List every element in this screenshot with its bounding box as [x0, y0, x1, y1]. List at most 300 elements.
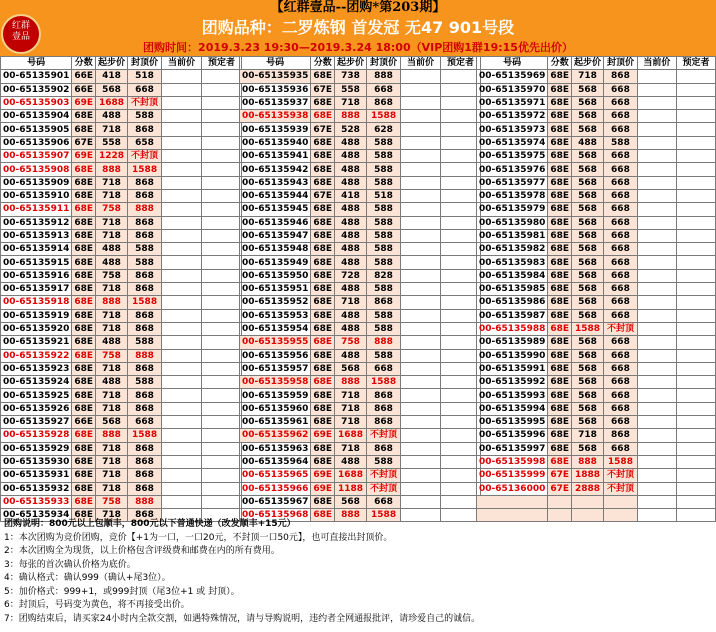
cell-number: 00-65135913: [1, 229, 72, 242]
cell-bidder[interactable]: [441, 362, 481, 375]
cell-bidder[interactable]: [676, 136, 715, 149]
cell-number: 00-65135939: [240, 123, 311, 136]
cell-number: 00-65135973: [477, 123, 548, 136]
cell-bidder[interactable]: [676, 176, 715, 189]
cell-current-price[interactable]: [637, 376, 676, 389]
cell-start-price: 488: [335, 216, 367, 229]
cell-score: 67E: [311, 189, 335, 202]
cell-start-price: 718: [96, 216, 128, 229]
cell-current-price[interactable]: [637, 402, 676, 415]
cell-current-price[interactable]: [637, 189, 676, 202]
cell-current-price[interactable]: [637, 229, 676, 242]
cell-bidder[interactable]: [202, 150, 242, 163]
cell-current-price[interactable]: [162, 243, 202, 256]
cell-current-price[interactable]: [401, 376, 441, 389]
cell-number: 00-65135969: [477, 70, 548, 83]
cell-current-price[interactable]: [401, 349, 441, 362]
cell-bidder[interactable]: [441, 96, 481, 109]
cell-current-price[interactable]: [637, 389, 676, 402]
cell-bidder[interactable]: [202, 416, 242, 429]
cell-score: 68E: [311, 216, 335, 229]
cell-bidder[interactable]: [676, 416, 715, 429]
cell-cap-price: 668: [367, 495, 401, 508]
cell-bidder[interactable]: [202, 163, 242, 176]
table-row: [1, 322, 242, 335]
cell-current-price[interactable]: [637, 416, 676, 429]
cell-current-price[interactable]: [162, 336, 202, 349]
cell-bidder[interactable]: [441, 495, 481, 508]
cell-current-price[interactable]: [637, 83, 676, 96]
cell-cap-price: 1588: [128, 429, 162, 442]
cell-number: 00-65135942: [240, 163, 311, 176]
cell-current-price[interactable]: [162, 402, 202, 415]
cell-bidder[interactable]: [676, 309, 715, 322]
cell-current-price[interactable]: [637, 243, 676, 256]
cell-bidder[interactable]: [441, 176, 481, 189]
cell-number: 00-65135911: [1, 203, 72, 216]
cell-cap-price: 668: [367, 362, 401, 375]
cell-bidder[interactable]: [441, 349, 481, 362]
cell-bidder[interactable]: [202, 389, 242, 402]
cell-bidder[interactable]: [202, 176, 242, 189]
cell-score: 68E: [72, 442, 96, 455]
cell-bidder[interactable]: [202, 189, 242, 202]
cell-bidder[interactable]: [676, 389, 715, 402]
cell-current-price[interactable]: [637, 349, 676, 362]
cell-bidder[interactable]: [676, 322, 715, 335]
cell-start-price: 718: [96, 509, 128, 522]
table-row: [477, 96, 716, 109]
cell-current-price[interactable]: [637, 110, 676, 123]
cell-current-price[interactable]: [401, 362, 441, 375]
cell-current-price[interactable]: [637, 96, 676, 109]
cell-start-price: 718: [96, 482, 128, 495]
cell-current-price[interactable]: [162, 469, 202, 482]
table-row: [240, 495, 481, 508]
cell-current-price[interactable]: [401, 123, 441, 136]
cell-bidder[interactable]: [676, 123, 715, 136]
cell-current-price[interactable]: [637, 455, 676, 468]
cell-score: 68E: [548, 96, 572, 109]
cell-bidder[interactable]: [202, 216, 242, 229]
cell-score: 68E: [72, 216, 96, 229]
table-row: [1, 283, 242, 296]
table-row: [1, 469, 242, 482]
cell-current-price[interactable]: [637, 70, 676, 83]
cell-start-price: 568: [572, 189, 604, 202]
cell-current-price[interactable]: [162, 229, 202, 242]
cell-bidder[interactable]: [676, 376, 715, 389]
cell-current-price[interactable]: [637, 495, 676, 508]
cell-current-price[interactable]: [162, 123, 202, 136]
cell-start-price: 718: [96, 402, 128, 415]
cell-score: 68E: [548, 216, 572, 229]
cell-number: 00-65135986: [477, 296, 548, 309]
cell-bidder[interactable]: [441, 203, 481, 216]
cell-current-price[interactable]: [162, 322, 202, 335]
cell-current-price[interactable]: [401, 189, 441, 202]
cell-score: 68E: [548, 176, 572, 189]
cell-bidder[interactable]: [202, 110, 242, 123]
cell-bidder[interactable]: [202, 442, 242, 455]
cell-bidder[interactable]: [676, 362, 715, 375]
cell-current-price[interactable]: [162, 110, 202, 123]
cell-current-price[interactable]: [637, 123, 676, 136]
table-row: [240, 269, 481, 282]
cell-number: 00-65135984: [477, 269, 548, 282]
cell-bidder[interactable]: [441, 482, 481, 495]
cell-cap-price: 868: [128, 176, 162, 189]
table-row: [1, 110, 242, 123]
cell-bidder[interactable]: [676, 243, 715, 256]
cell-cap-price: 588: [367, 216, 401, 229]
cell-current-price[interactable]: [162, 176, 202, 189]
cell-bidder[interactable]: [441, 243, 481, 256]
cell-bidder[interactable]: [676, 189, 715, 202]
cell-cap-price: 588: [367, 309, 401, 322]
cell-bidder[interactable]: [676, 70, 715, 83]
cell-current-price[interactable]: [401, 83, 441, 96]
cell-current-price[interactable]: [401, 269, 441, 282]
cell-current-price[interactable]: [401, 495, 441, 508]
cell-current-price[interactable]: [162, 442, 202, 455]
cell-current-price[interactable]: [162, 189, 202, 202]
cell-bidder[interactable]: [441, 70, 481, 83]
cell-bidder[interactable]: [441, 402, 481, 415]
cell-bidder[interactable]: [441, 83, 481, 96]
cell-bidder[interactable]: [202, 455, 242, 468]
cell-current-price[interactable]: [401, 309, 441, 322]
cell-bidder[interactable]: [202, 123, 242, 136]
cell-current-price[interactable]: [401, 442, 441, 455]
cell-bidder[interactable]: [202, 96, 242, 109]
table-row: [1, 482, 242, 495]
cell-bidder[interactable]: [202, 336, 242, 349]
table-row: [240, 283, 481, 296]
cell-current-price[interactable]: [637, 203, 676, 216]
cell-start-price: 488: [335, 229, 367, 242]
cell-bidder[interactable]: [676, 469, 715, 482]
cell-number: 00-65135940: [240, 136, 311, 149]
cell-current-price[interactable]: [401, 163, 441, 176]
cell-current-price[interactable]: [637, 442, 676, 455]
cell-bidder[interactable]: [676, 216, 715, 229]
cell-current-price[interactable]: [401, 482, 441, 495]
cell-cap-price: 1588: [367, 509, 401, 522]
cell-cap-price: 588: [367, 256, 401, 269]
cell-bidder[interactable]: [441, 216, 481, 229]
cell-current-price[interactable]: [637, 322, 676, 335]
cell-current-price[interactable]: [401, 150, 441, 163]
cell-bidder[interactable]: [202, 495, 242, 508]
cell-score: 68E: [311, 336, 335, 349]
cell-current-price[interactable]: [401, 110, 441, 123]
cell-start-price: 488: [96, 243, 128, 256]
cell-current-price[interactable]: [162, 376, 202, 389]
cell-number: 00-65135924: [1, 376, 72, 389]
cell-current-price[interactable]: [401, 96, 441, 109]
cell-bidder[interactable]: [676, 96, 715, 109]
table-row: [1, 455, 242, 468]
cell-score: 68E: [548, 429, 572, 442]
cell-current-price[interactable]: [162, 150, 202, 163]
cell-bidder[interactable]: [441, 336, 481, 349]
cell-bidder[interactable]: [676, 269, 715, 282]
cell-current-price[interactable]: [637, 150, 676, 163]
cell-current-price[interactable]: [401, 322, 441, 335]
cell-bidder[interactable]: [676, 336, 715, 349]
cell-current-price[interactable]: [162, 296, 202, 309]
cell-score: 67E: [548, 469, 572, 482]
cell-bidder[interactable]: [676, 150, 715, 163]
cell-current-price[interactable]: [637, 309, 676, 322]
table-row: [240, 349, 481, 362]
cell-start-price: 718: [335, 296, 367, 309]
cell-start-price: 718: [572, 70, 604, 83]
cell-bidder[interactable]: [202, 376, 242, 389]
cell-start-price: 568: [572, 389, 604, 402]
cell-bidder[interactable]: [441, 283, 481, 296]
cell-bidder[interactable]: [202, 309, 242, 322]
cell-current-price[interactable]: [637, 176, 676, 189]
cell-current-price[interactable]: [401, 402, 441, 415]
cell-current-price[interactable]: [401, 136, 441, 149]
cell-current-price[interactable]: [637, 216, 676, 229]
cell-current-price[interactable]: [401, 389, 441, 402]
cell-bidder[interactable]: [441, 110, 481, 123]
cell-current-price[interactable]: [162, 416, 202, 429]
cell-bidder[interactable]: [441, 123, 481, 136]
cell-bidder[interactable]: [202, 203, 242, 216]
cell-bidder[interactable]: [202, 322, 242, 335]
cell-bidder[interactable]: [202, 256, 242, 269]
cell-score: 68E: [548, 336, 572, 349]
cell-number: 00-65135991: [477, 362, 548, 375]
cell-bidder[interactable]: [202, 429, 242, 442]
cell-current-price[interactable]: [401, 243, 441, 256]
cell-current-price[interactable]: [401, 455, 441, 468]
table-header-row: [477, 57, 716, 70]
cell-bidder[interactable]: [441, 150, 481, 163]
cell-number: 00-65135937: [240, 96, 311, 109]
cell-bidder[interactable]: [441, 429, 481, 442]
cell-bidder[interactable]: [441, 455, 481, 468]
table-row: [240, 123, 481, 136]
cell-score: 68E: [311, 176, 335, 189]
cell-cap-price: 588: [367, 322, 401, 335]
cell-current-price[interactable]: [162, 163, 202, 176]
cell-bidder[interactable]: [441, 309, 481, 322]
cell-current-price[interactable]: [637, 283, 676, 296]
cell-number: 00-65135954: [240, 322, 311, 335]
cell-bidder[interactable]: [676, 495, 715, 508]
cell-current-price[interactable]: [637, 136, 676, 149]
cell-current-price[interactable]: [637, 296, 676, 309]
cell-number: 00-65135909: [1, 176, 72, 189]
cell-current-price[interactable]: [162, 362, 202, 375]
table-row: [240, 203, 481, 216]
cell-cap-price: 588: [367, 243, 401, 256]
cell-current-price[interactable]: [162, 455, 202, 468]
cell-bidder[interactable]: [441, 229, 481, 242]
cell-current-price[interactable]: [401, 429, 441, 442]
cell-bidder[interactable]: [202, 402, 242, 415]
cell-cap-price: 588: [128, 110, 162, 123]
cell-score: 66E: [72, 83, 96, 96]
cell-cap-price: 868: [128, 189, 162, 202]
cell-bidder[interactable]: [202, 296, 242, 309]
table-row: [477, 176, 716, 189]
cell-bidder[interactable]: [202, 70, 242, 83]
cell-current-price[interactable]: [637, 469, 676, 482]
cell-current-price[interactable]: [637, 482, 676, 495]
cell-bidder[interactable]: [202, 349, 242, 362]
cell-start-price: 718: [96, 362, 128, 375]
cell-current-price[interactable]: [401, 256, 441, 269]
cell-score: 68E: [311, 349, 335, 362]
cell-bidder[interactable]: [202, 283, 242, 296]
cell-number: 00-65135923: [1, 362, 72, 375]
cell-bidder[interactable]: [676, 402, 715, 415]
cell-current-price[interactable]: [401, 216, 441, 229]
cell-current-price[interactable]: [162, 136, 202, 149]
cell-number: 00-65135981: [477, 229, 548, 242]
cell-current-price[interactable]: [162, 309, 202, 322]
cell-current-price[interactable]: [401, 70, 441, 83]
cell-bidder[interactable]: [202, 243, 242, 256]
cell-bidder[interactable]: [441, 296, 481, 309]
cell-current-price[interactable]: [637, 256, 676, 269]
cell-current-price[interactable]: [162, 96, 202, 109]
cell-start-price: 488: [335, 309, 367, 322]
cell-current-price[interactable]: [162, 216, 202, 229]
cell-current-price[interactable]: [162, 256, 202, 269]
cell-current-price[interactable]: [162, 70, 202, 83]
cell-score: 68E: [72, 402, 96, 415]
cell-bidder[interactable]: [441, 416, 481, 429]
column-header-start-price: 起步价: [572, 57, 604, 70]
cell-bidder[interactable]: [676, 110, 715, 123]
cell-current-price[interactable]: [637, 336, 676, 349]
cell-bidder[interactable]: [676, 296, 715, 309]
cell-bidder[interactable]: [676, 442, 715, 455]
cell-bidder[interactable]: [676, 482, 715, 495]
cell-current-price[interactable]: [401, 336, 441, 349]
cell-number: 00-65135994: [477, 402, 548, 415]
cell-bidder[interactable]: [441, 469, 481, 482]
cell-bidder[interactable]: [441, 256, 481, 269]
cell-start-price: 758: [96, 269, 128, 282]
cell-bidder[interactable]: [676, 83, 715, 96]
cell-score: 68E: [548, 83, 572, 96]
cell-bidder[interactable]: [676, 429, 715, 442]
cell-current-price[interactable]: [637, 163, 676, 176]
cell-bidder[interactable]: [202, 362, 242, 375]
cell-start-price: 568: [572, 163, 604, 176]
cell-bidder[interactable]: [441, 389, 481, 402]
cell-bidder[interactable]: [676, 349, 715, 362]
cell-number: 00-65135975: [477, 150, 548, 163]
cell-bidder[interactable]: [676, 455, 715, 468]
cell-cap-price: 668: [604, 349, 638, 362]
cell-bidder[interactable]: [441, 376, 481, 389]
cell-bidder[interactable]: [676, 203, 715, 216]
cell-cap-price: 668: [604, 83, 638, 96]
cell-bidder[interactable]: [441, 163, 481, 176]
cell-start-price: 1688: [335, 469, 367, 482]
cell-bidder[interactable]: [441, 442, 481, 455]
cell-bidder[interactable]: [202, 269, 242, 282]
cell-current-price[interactable]: [162, 83, 202, 96]
cell-current-price[interactable]: [162, 283, 202, 296]
cell-current-price[interactable]: [401, 229, 441, 242]
cell-start-price: 418: [335, 189, 367, 202]
cell-current-price[interactable]: [162, 203, 202, 216]
cell-cap-price: 1588: [367, 110, 401, 123]
cell-bidder[interactable]: [202, 482, 242, 495]
cell-bidder[interactable]: [441, 322, 481, 335]
cell-score: 68E: [548, 229, 572, 242]
cell-bidder[interactable]: [676, 229, 715, 242]
cell-current-price[interactable]: [162, 495, 202, 508]
cell-bidder[interactable]: [202, 229, 242, 242]
cell-current-price[interactable]: [162, 349, 202, 362]
cell-current-price[interactable]: [162, 269, 202, 282]
table-row: [240, 243, 481, 256]
cell-cap-price: 868: [604, 429, 638, 442]
cell-cap-price: 668: [604, 442, 638, 455]
cell-current-price[interactable]: [401, 416, 441, 429]
table-row: [477, 482, 716, 495]
column-header-start-price: 起步价: [335, 57, 367, 70]
cell-cap-price: 668: [604, 402, 638, 415]
cell-current-price[interactable]: [637, 429, 676, 442]
cell-number: 00-65135927: [1, 416, 72, 429]
cell-current-price[interactable]: [401, 283, 441, 296]
cell-bidder[interactable]: [202, 136, 242, 149]
cell-score: 68E: [72, 336, 96, 349]
cell-cap-price: 668: [604, 362, 638, 375]
cell-number: 00-65135962: [240, 429, 311, 442]
table-row: [477, 110, 716, 123]
cell-current-price[interactable]: [162, 389, 202, 402]
cell-bidder[interactable]: [202, 83, 242, 96]
cell-bidder[interactable]: [202, 469, 242, 482]
cell-current-price[interactable]: [401, 203, 441, 216]
cell-start-price: 568: [572, 216, 604, 229]
cell-bidder[interactable]: [441, 189, 481, 202]
cell-current-price[interactable]: [637, 269, 676, 282]
cell-bidder[interactable]: [676, 256, 715, 269]
cell-current-price[interactable]: [401, 469, 441, 482]
cell-bidder[interactable]: [441, 136, 481, 149]
cell-bidder[interactable]: [676, 283, 715, 296]
cell-current-price[interactable]: [401, 176, 441, 189]
column-header-score: 分数: [72, 57, 96, 70]
cell-score: 68E: [548, 110, 572, 123]
cell-current-price[interactable]: [162, 482, 202, 495]
table-row: [1, 150, 242, 163]
cell-current-price[interactable]: [162, 429, 202, 442]
cell-bidder[interactable]: [441, 269, 481, 282]
table-row: [1, 136, 242, 149]
cell-current-price[interactable]: [401, 296, 441, 309]
cell-score: 68E: [311, 322, 335, 335]
cell-score: 68E: [548, 389, 572, 402]
cell-current-price[interactable]: [637, 362, 676, 375]
cell-start-price: 488: [572, 136, 604, 149]
cell-bidder[interactable]: [676, 163, 715, 176]
